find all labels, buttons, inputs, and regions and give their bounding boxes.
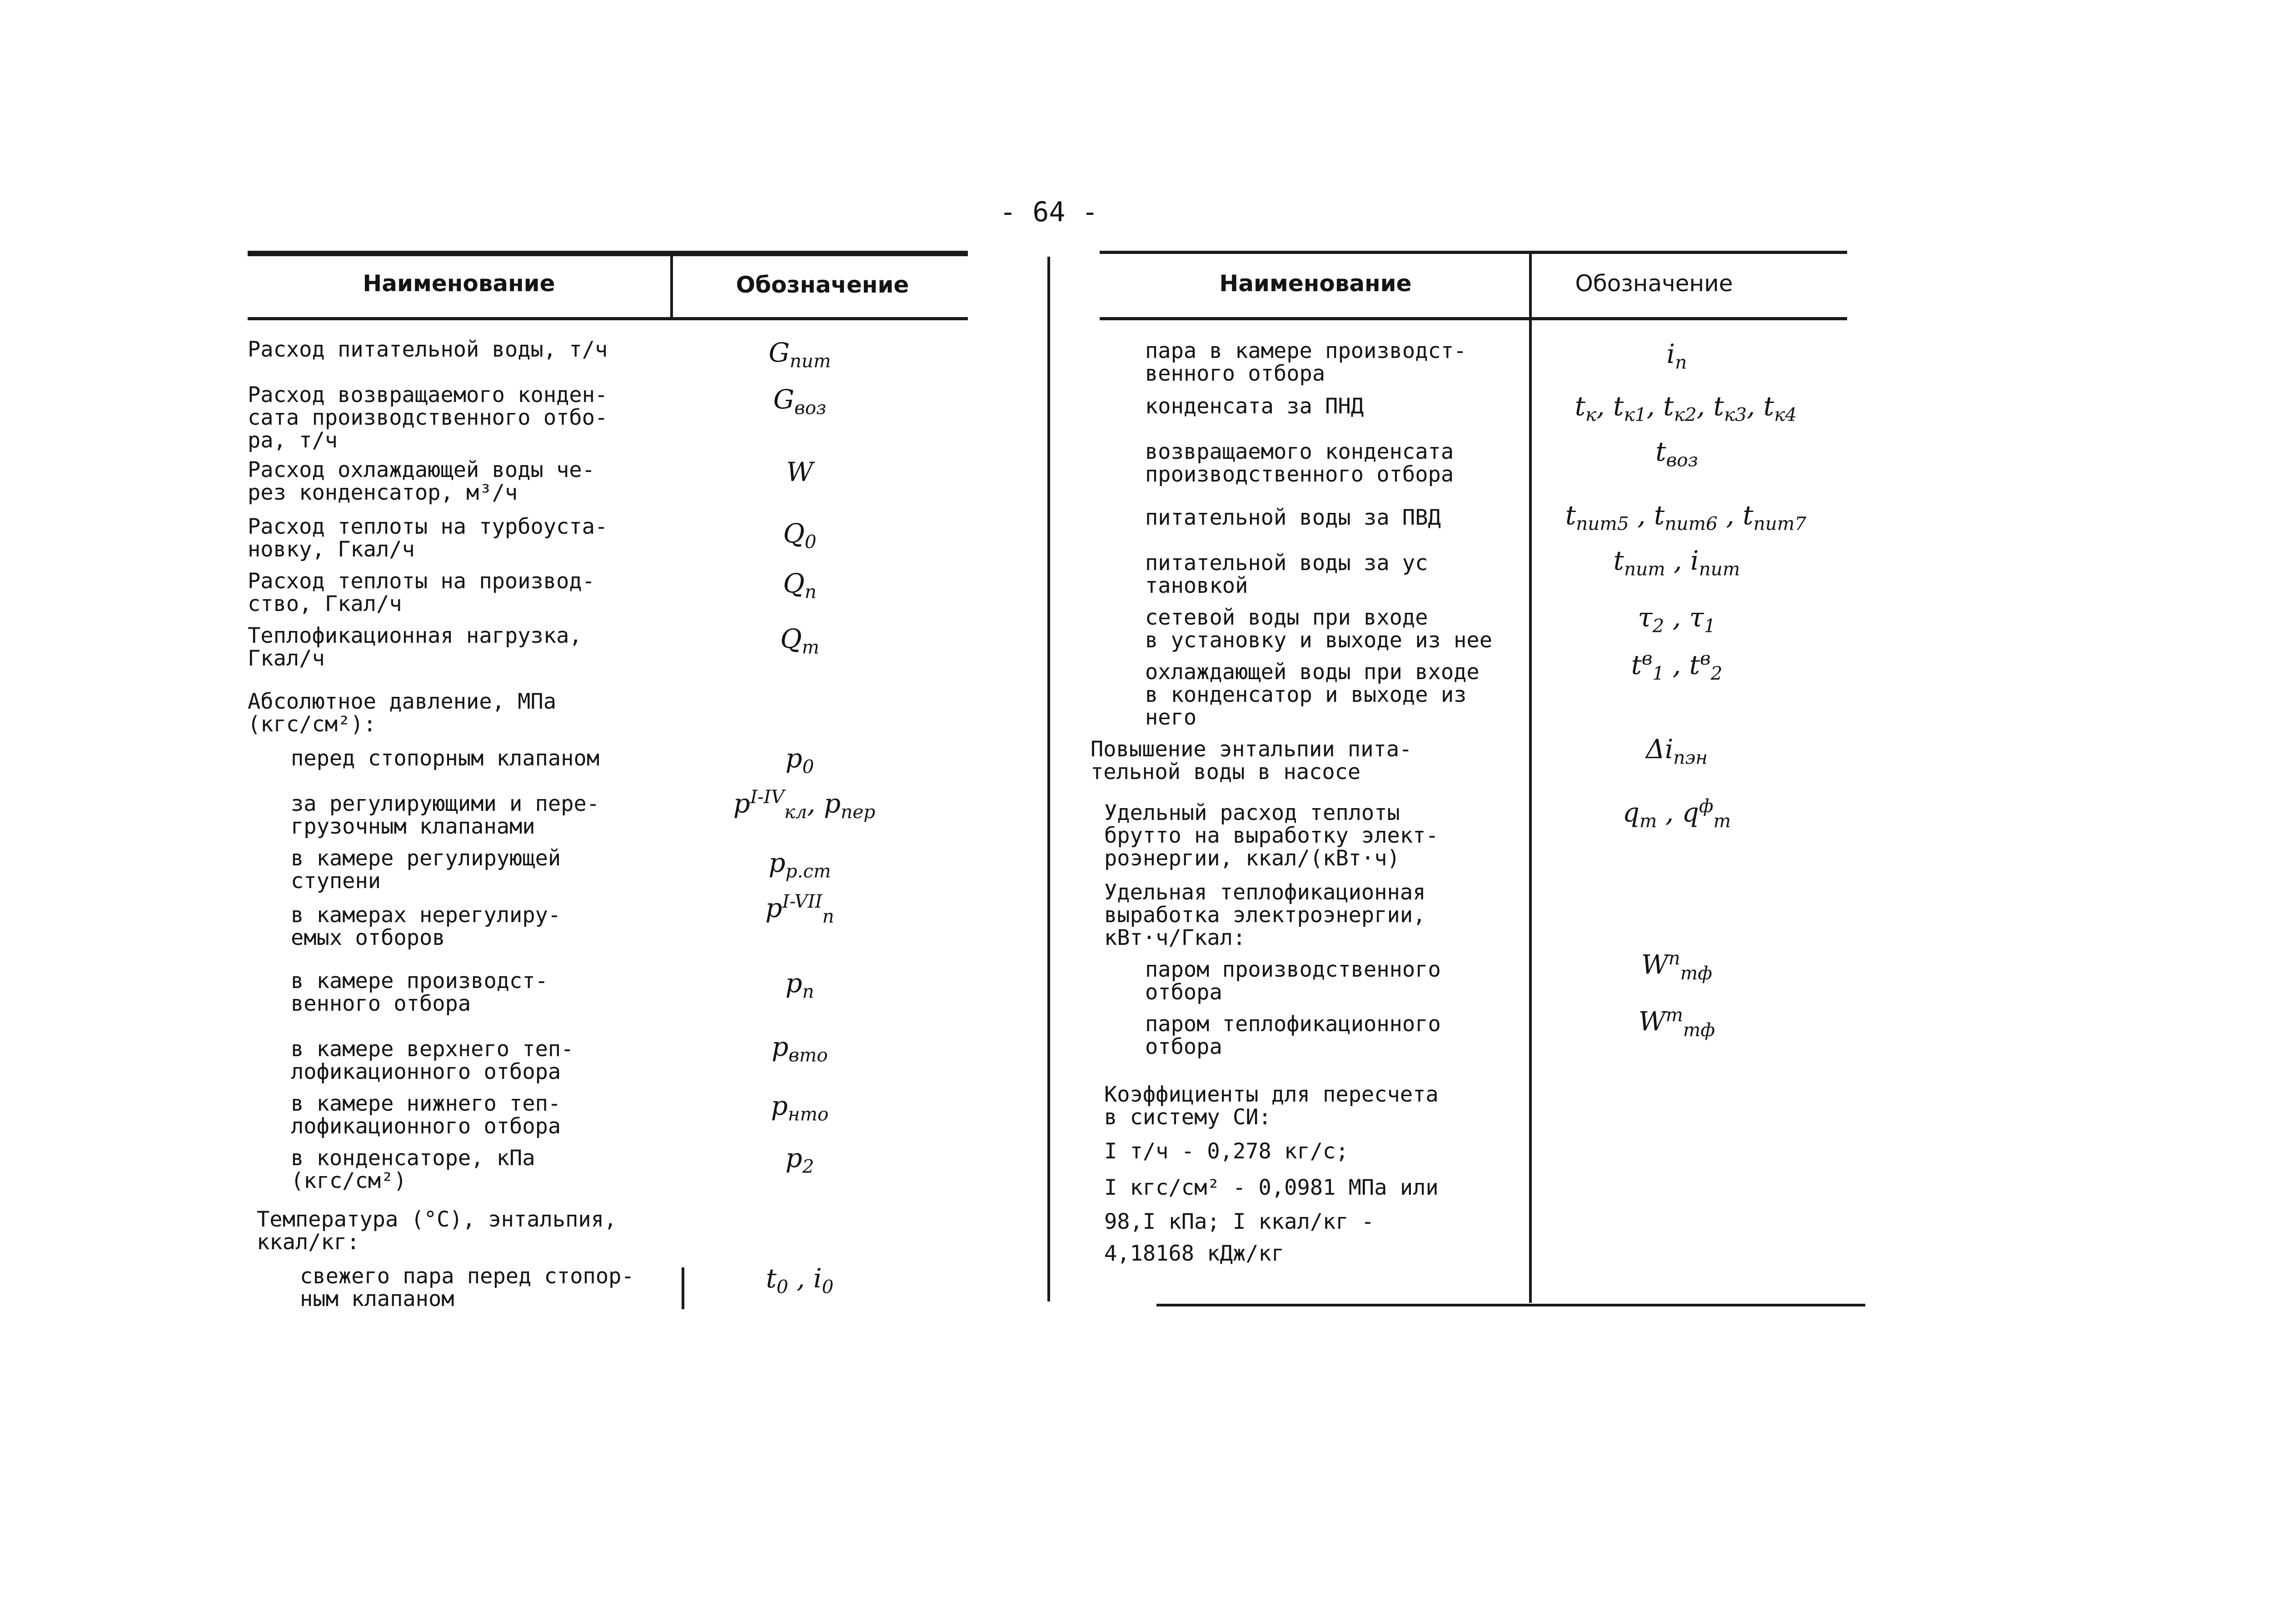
table-row-name: пара в камере производст- венного отбора: [1145, 338, 1467, 386]
table-row-name: Температура (°С), энтальпия, ккал/кг:: [257, 1207, 617, 1255]
right-table-column-divider: [1529, 253, 1532, 1303]
table-row-symbol: $Q_п$: [783, 568, 817, 603]
table-row-name: свежего пара перед стопор- ным клапаном: [300, 1264, 634, 1311]
table-row-symbol: $p^{I-IV}_{кл}$, $p_{пер}$: [733, 786, 876, 823]
left-table-column-divider: [670, 253, 673, 320]
table-row-name: питательной воды за ус тановкой: [1145, 551, 1428, 598]
table-row-symbol: $p_{р.ст}$: [768, 847, 831, 882]
table-row-name: I кгс/см² - 0,0981 МПа или: [1104, 1175, 1439, 1200]
table-row-name: охлаждающей воды при входе в конденсатор и выходе из него: [1145, 660, 1480, 730]
table-row-symbol: $G_{пит}$: [768, 337, 831, 372]
table-row-name: в камере нижнего теп- лофикационного отбора: [291, 1091, 561, 1139]
table-row-name: Расход теплоты на турбоуста- новку, Гкал/ч: [248, 514, 608, 562]
table-row-name: 98,I кПа; I ккал/кг -: [1104, 1209, 1375, 1234]
table-row-name: в камерах нерегулиру- емых отборов: [291, 903, 561, 950]
table-row-name: в камере регулирующей ступени: [291, 846, 561, 894]
left-header-name: Наименование: [363, 270, 555, 297]
left-table-top-rule: [248, 251, 968, 256]
table-row-name: Абсолютное давление, МПа (кгс/см²):: [248, 689, 557, 737]
table-row-symbol: $p_{нто}$: [771, 1090, 829, 1125]
table-row-symbol: $p_п$: [785, 968, 814, 1003]
center-gutter-rule: [1047, 257, 1050, 1301]
table-row-symbol: $\Delta i_{пэн}$: [1645, 734, 1708, 769]
table-row-symbol: $t_{воз}$: [1655, 436, 1698, 471]
table-row-symbol: $t_{пит}$ , $i_{пит}$: [1613, 545, 1740, 580]
left-header-symbol: Обозначение: [736, 272, 909, 298]
table-row-name: перед стопорным клапаном: [291, 746, 600, 771]
right-table-top-rule: [1100, 251, 1847, 254]
table-row-name: Расход возвращаемого конден- сата производственного отбо- ра, т/ч: [248, 382, 608, 453]
table-row-name: в камере производст- венного отбора: [291, 968, 548, 1016]
table-row-name: Коэффициенты для пересчета в систему СИ:: [1104, 1082, 1439, 1130]
table-row-symbol: $G_{воз}$: [773, 384, 827, 419]
table-row-name: паром производственного отбора: [1145, 957, 1441, 1005]
table-row-name: Расход питательной воды, т/ч: [248, 337, 608, 362]
table-row-name: Расход теплоты на производ- ство, Гкал/ч: [248, 569, 595, 616]
table-row-symbol: $t_к$, $t_{к1}$, $t_{к2}$, $t_{к3}$, $t_{к4}$: [1574, 391, 1797, 426]
table-row-name: за регулирующими и пере- грузочным клапанами: [291, 791, 600, 839]
table-row-symbol: $t^в_1$ , $t^в_2$: [1631, 647, 1723, 684]
table-row-symbol: $W^т_{тф}$: [1638, 1004, 1715, 1041]
table-row-symbol: $p_{вто}$: [772, 1031, 828, 1066]
table-row-name: I т/ч - 0,278 кг/с;: [1104, 1139, 1349, 1164]
table-row-name: возвращаемого конденсата производственного отбора: [1145, 439, 1454, 487]
table-row-name: питательной воды за ПВД: [1145, 505, 1441, 530]
right-table-bottom-rule: [1156, 1304, 1865, 1306]
table-row-name: 4,18168 кДж/кг: [1104, 1241, 1285, 1266]
left-table-header-rule: [248, 317, 968, 320]
page-number: - 64 -: [1000, 196, 1098, 228]
table-row-name: в конденсаторе, кПа (кгс/см²): [291, 1146, 535, 1193]
left-table-bottom-divider: [682, 1267, 684, 1309]
table-row-symbol: W: [786, 457, 813, 487]
table-row-name: Удельный расход теплоты брутто на выработку элект- роэнергии, ккал/(кВт·ч): [1104, 800, 1439, 871]
table-row-name: Повышение энтальпии пита- тельной воды в насосе: [1091, 737, 1412, 785]
table-row-name: Расход охлаждающей воды че- рез конденсатор, м³/ч: [248, 457, 595, 505]
table-row-name: Удельная теплофикационная выработка электроэнергии, кВт·ч/Гкал:: [1104, 880, 1426, 950]
right-header-symbol: Обозначение: [1575, 270, 1733, 297]
table-row-name: в камере верхнего теп- лофикационного отбора: [291, 1037, 574, 1084]
table-row-symbol: $p_2$: [785, 1142, 814, 1177]
table-row-symbol: $p^{I-VII}_п$: [765, 890, 834, 927]
table-row-symbol: $Q_т$: [780, 623, 820, 658]
table-row-symbol: $t_{пит5}$ , $t_{пит6}$ , $t_{пит7}$: [1565, 500, 1807, 535]
right-table-header-rule: [1100, 317, 1847, 320]
table-row-symbol: $\tau_2$ , $\tau_1$: [1638, 602, 1716, 637]
table-row-symbol: $p_0$: [785, 743, 814, 778]
table-row-name: Теплофикационная нагрузка, Гкал/ч: [248, 623, 582, 671]
table-row-symbol: $W^п_{тф}$: [1641, 947, 1712, 984]
table-row-symbol: $i_п$: [1666, 338, 1687, 373]
table-row-symbol: $Q_0$: [783, 518, 817, 553]
table-row-symbol: $q_т$ , $q^ф_т$: [1622, 795, 1731, 832]
table-row-symbol: $t_0$ , $i_0$: [766, 1263, 834, 1298]
right-header-name: Наименование: [1219, 270, 1412, 297]
table-row-name: конденсата за ПНД: [1145, 394, 1364, 419]
table-row-name: паром теплофикационного отбора: [1145, 1012, 1441, 1059]
table-row-name: сетевой воды при входе в установку и выходе из нее: [1145, 605, 1493, 653]
